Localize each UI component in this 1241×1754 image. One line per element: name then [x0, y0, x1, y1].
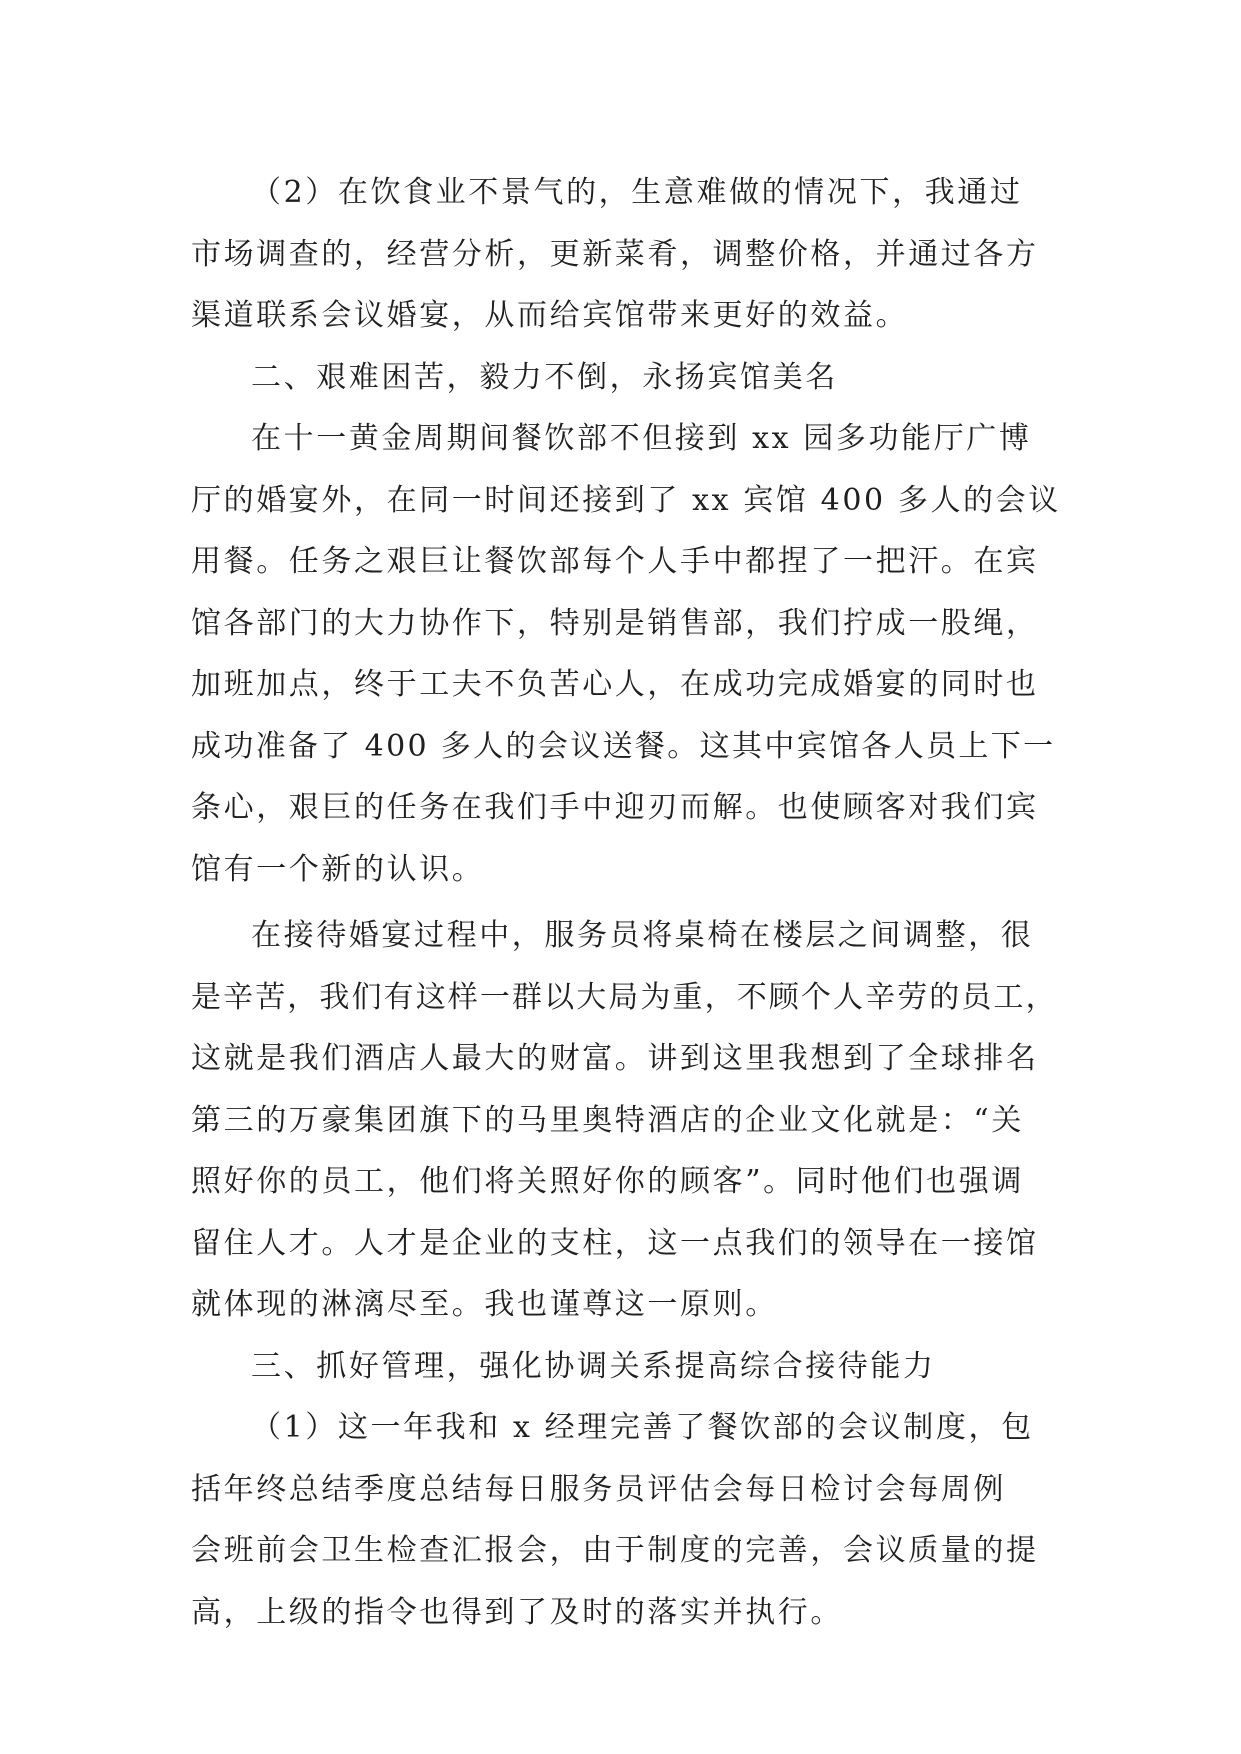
text-line: 在接待婚宴过程中，服务员将桌椅在楼层之间调整，很: [251, 918, 1034, 953]
text-line: 高，上级的指令也得到了及时的落实并执行。: [191, 1594, 843, 1630]
text-line: （1）这一年我和 x 经理完善了餐饮部的会议制度，包: [251, 1410, 1034, 1445]
text-line: 留住人才。人才是企业的支柱，这一点我们的领导在一接馆: [191, 1225, 1039, 1261]
text-line: 馆各部门的大力协作下，特别是销售部，我们拧成一股绳，: [191, 605, 1039, 641]
text-line: 这就是我们酒店人最大的财富。讲到这里我想到了全球排名: [191, 1041, 1039, 1076]
section-heading: 二、艰难困苦，毅力不倒，永扬宾馆美名: [251, 359, 838, 395]
text-line: （2）在饮食业不景气的，生意难做的情况下，我通过: [251, 175, 1023, 210]
text-line: 在十一黄金周期间餐饮部不但接到 xx 园多功能厅广博: [251, 421, 1032, 456]
text-line: 加班加点，终于工夫不负苦心人，在成功完成婚宴的同时也: [191, 667, 1039, 702]
text-line: 用餐。任务之艰巨让餐饮部每个人手中都捏了一把汗。在宾: [191, 544, 1039, 579]
text-line: 第三的万豪集团旗下的马里奥特酒店的企业文化就是：“关: [191, 1102, 1024, 1138]
text-line: 成功准备了 400 多人的会议送餐。这其中宾馆各人员上下一: [191, 728, 1056, 764]
document-body: [191, 162, 1061, 1643]
text-line: 渠道联系会议婚宴，从而给宾馆带来更好的效益。: [191, 298, 909, 333]
text-line: 就体现的淋漓尽至。我也谨尊这一原则。: [191, 1287, 778, 1322]
text-line: 馆有一个新的认识。: [191, 851, 485, 887]
text-line: 条心，艰巨的任务在我们手中迎刃而解。也使顾客对我们宾: [191, 790, 1039, 825]
text-line: 会班前会卫生检查汇报会，由于制度的完善，会议质量的提: [191, 1533, 1039, 1568]
section-heading: 三、抓好管理，强化协调关系提高综合接待能力: [251, 1348, 936, 1384]
text-line: 照好你的员工，他们将关照好你的顾客”。同时他们也强调: [191, 1164, 1024, 1199]
text-line: 括年终总结季度总结每日服务员评估会每日检讨会每周例: [191, 1471, 1006, 1507]
text-line: 市场调查的，经营分析，更新菜肴，调整价格，并通过各方: [191, 236, 1039, 272]
text-line: 是辛苦，我们有这样一群以大局为重，不顾个人辛劳的员工，: [191, 979, 1058, 1015]
text-line: 厅的婚宴外，在同一时间还接到了 xx 宾馆 400 多人的会议: [191, 482, 1061, 518]
